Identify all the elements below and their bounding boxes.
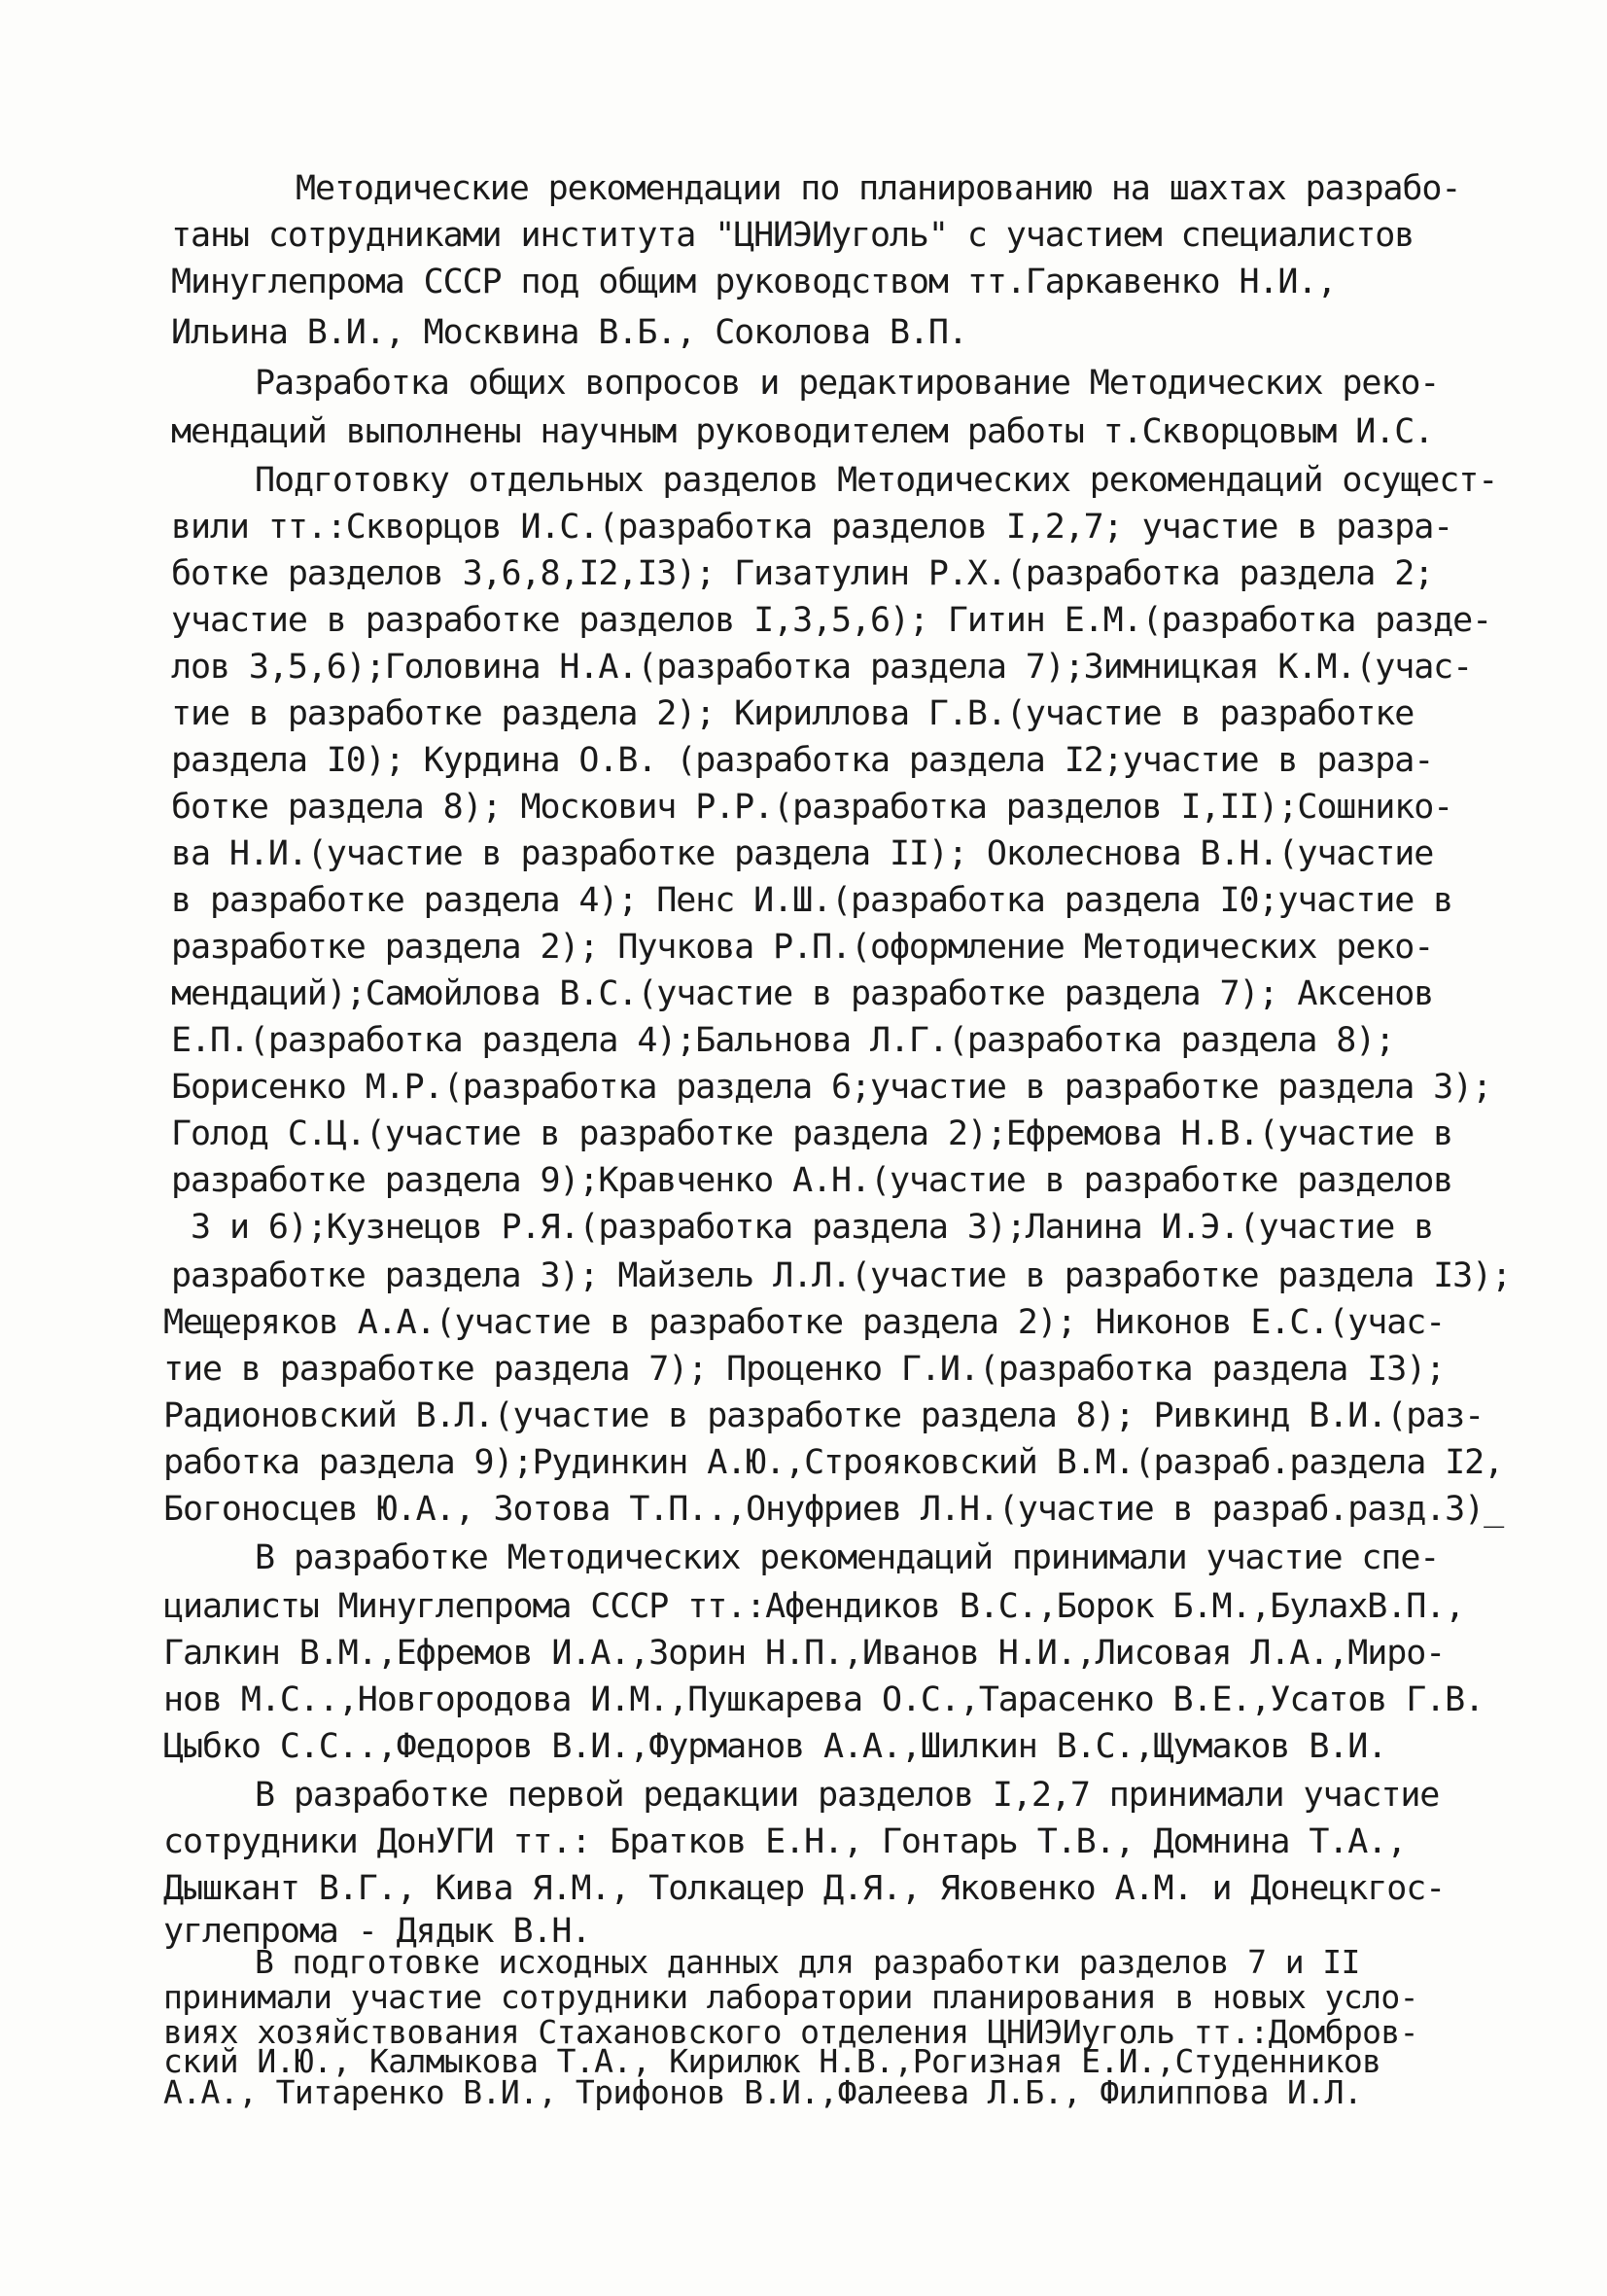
text-line: Мещеряков А.А.(участие в разработке раздела 2); Никонов Е.С.(учас-: [163, 1303, 1446, 1342]
text-line: А.А., Титаренко В.И., Трифонов В.И.,Фалеева Л.Б., Филиппова И.Л.: [163, 2073, 1363, 2111]
text-line: Е.П.(разработка раздела 4);Бальнова Л.Г.(разработка раздела 8);: [171, 1021, 1395, 1060]
text-line: нов М.С..,Новгородова И.М.,Пушкарева О.С.,Тарасенко В.Е.,Усатов Г.В.: [163, 1680, 1485, 1719]
text-line: Подготовку отдельных разделов Методических рекомендаций осущест-: [255, 461, 1498, 500]
text-line: ский И.Ю., Калмыкова Т.А., Кирилюк Н.В.,Рогизная Е.И.,Студенников: [163, 2042, 1381, 2080]
text-line: Борисенко М.Р.(разработка раздела 6;участие в разработке раздела 3);: [171, 1068, 1492, 1107]
text-line: тие в разработке раздела 2); Кириллова Г.В.(участие в разработке: [171, 694, 1415, 733]
text-line: таны сотрудниками института "ЦНИЭИуголь" с участием специалистов: [171, 216, 1415, 255]
text-line: В подготовке исходных данных для разработки разделов 7 и II: [255, 1943, 1360, 1981]
text-line: циалисты Минуглепрома СССР тт.:Афендиков В.С.,Борок Б.М.,БулахВ.П.,: [163, 1587, 1465, 1626]
text-line: в разработке раздела 4); Пенс И.Ш.(разработка раздела I0;участие в: [171, 881, 1453, 920]
text-line: ва Н.И.(участие в разработке раздела II); Околеснова В.Н.(участие: [171, 834, 1434, 873]
text-line: тие в разработке раздела 7); Проценко Г.И.(разработка раздела I3);: [163, 1350, 1446, 1389]
text-line: В разработке Методических рекомендаций принимали участие спе-: [255, 1538, 1440, 1577]
text-line: разработке раздела 2); Пучкова Р.П.(оформление Методических реко-: [171, 928, 1434, 967]
text-line: Ильина В.И., Москвина В.Б., Соколова В.П.: [171, 313, 967, 352]
text-line: Минуглепрома СССР под общим руководством тт.Гаркавенко Н.И.,: [171, 263, 1337, 301]
text-line: мендаций выполнены научным руководителем работы т.Скворцовым И.С.: [171, 412, 1434, 451]
text-line: сотрудники ДонУГИ тт.: Братков Е.Н., Гонтарь Т.В., Домнина Т.А.,: [163, 1822, 1407, 1861]
text-line: Разработка общих вопросов и редактирование Методических реко-: [255, 364, 1440, 403]
text-line: Методические рекомендации по планированию на шахтах разрабо-: [296, 169, 1461, 208]
text-line: лов 3,5,6);Головина Н.А.(разработка раздела 7);Зимницкая К.М.(учас-: [171, 648, 1473, 687]
text-line: В разработке первой редакции разделов I,2,7 принимали участие: [255, 1776, 1440, 1815]
text-line: углепрома - Дядык В.Н.: [163, 1912, 591, 1951]
text-line: разработке раздела 3); Майзель Л.Л.(участие в разработке раздела I3);: [171, 1256, 1512, 1295]
text-line: ботке раздела 8); Москович Р.Р.(разработка разделов I,II);Сошнико-: [171, 788, 1453, 827]
text-line: вили тт.:Скворцов И.С.(разработка разделов I,2,7; участие в разра-: [171, 508, 1453, 547]
text-line: Голод С.Ц.(участие в разработке раздела 2);Ефремова Н.В.(участие в: [171, 1114, 1453, 1153]
text-line: разработке раздела 9);Кравченко А.Н.(участие в разработке разделов: [171, 1161, 1453, 1200]
text-line: мендаций);Самойлова В.С.(участие в разработке раздела 7); Аксенов: [171, 974, 1434, 1013]
text-line: раздела I0); Курдина О.В. (разработка раздела I2;участие в разра-: [171, 741, 1434, 780]
text-line: принимали участие сотрудники лаборатории планирования в новых усло-: [163, 1978, 1418, 2016]
text-line: ботке разделов 3,6,8,I2,I3); Гизатулин Р.Х.(разработка раздела 2;: [171, 554, 1434, 593]
text-line: Богоносцев Ю.А., Зотова Т.П..,Онуфриев Л.Н.(участие в разраб.разд.3)_: [163, 1490, 1504, 1529]
text-line: Дышкант В.Г., Кива Я.М., Толкацер Д.Я., Яковенко А.М. и Донецкгос-: [163, 1869, 1446, 1908]
text-line: виях хозяйствования Стахановского отделения ЦНИЭИуголь тт.:Домбров-: [163, 2013, 1418, 2051]
text-line: Галкин В.М.,Ефремов И.А.,Зорин Н.П.,Иванов Н.И.,Лисовая Л.А.,Миро-: [163, 1634, 1446, 1673]
text-line: 3 и 6);Кузнецов Р.Я.(разработка раздела 3);Ланина И.Э.(участие в: [191, 1208, 1434, 1247]
text-line: Цыбко С.С..,Федоров В.И.,Фурманов А.А.,Шилкин В.С.,Щумаков В.И.: [163, 1727, 1387, 1766]
text-line: Радионовский В.Л.(участие в разработке раздела 8); Ривкинд В.И.(раз-: [163, 1396, 1485, 1435]
text-line: участие в разработке разделов I,3,5,6); Гитин Е.М.(разработка разде-: [171, 601, 1492, 640]
text-line: работка раздела 9);Рудинкин А.Ю.,Строяковский В.М.(разраб.раздела I2,: [163, 1443, 1504, 1482]
